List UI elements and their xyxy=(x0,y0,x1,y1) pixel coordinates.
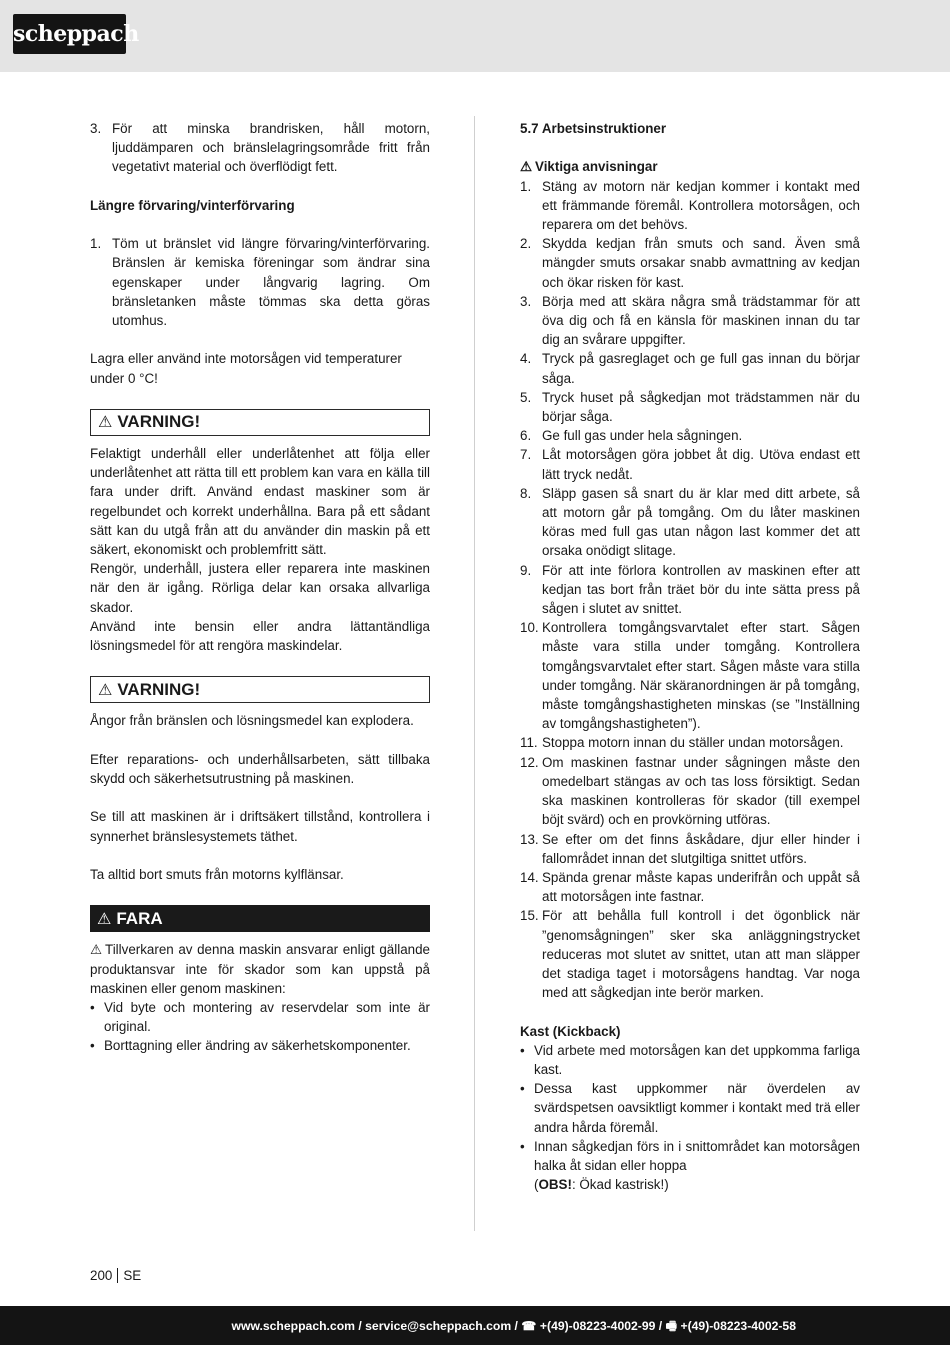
column-divider xyxy=(474,116,475,1231)
warning-triangle-icon: ⚠ xyxy=(97,910,112,928)
warning-label: VARNING! xyxy=(117,679,201,699)
warning-text: Felaktigt underhåll eller underlåtenhet att följa eller underlåtenhet att rätta till ett problem kan vara en källa till fara under drift. Använd endast maskiner som är regelbundet och korrekt underhållna. Bara på ett sådant sätt kan du utgå från att du använder din maskin på ett säkert, ekonomiskt och problemfritt sätt. xyxy=(90,445,430,557)
footer-band xyxy=(0,1306,950,1345)
list-item: • Dessa kast uppkommer när överdelen av svärdspetsen oavsiktligt kommer i kontakt med trä eller andra hårda föremål. xyxy=(520,1081,860,1135)
header-band xyxy=(0,0,950,72)
warning-triangle-icon: ⚠ xyxy=(98,414,113,432)
scheppach-logo: scheppach xyxy=(13,14,126,54)
repair-note: Efter reparations- och underhållsarbeten, sätt tillbaka skydd och säkerhetsutrustning på maskinen. xyxy=(90,751,430,786)
list-item: 3. För att minska brandrisken, håll motorn, ljuddämparen och bränslelagringsområde fritt från vegetativt material och överflödigt fett. xyxy=(90,121,430,175)
kickback-heading: Kast (Kickback) xyxy=(520,1023,621,1039)
section-heading: 5.7 Arbetsinstruktioner xyxy=(520,121,667,136)
page-footer xyxy=(90,1266,141,1285)
instruction-item: 15. För att behålla full kontroll i det ögonblick när ”genomsågningen” sker ska anläggningstrycket reduceras mot slutet av snittet, utan att man släpper det stadiga taget i motorsågens handtag. Var noga med att sågkedjan inte berör marken. xyxy=(520,908,860,1001)
instruction-item: 2. Skydda kedjan från smuts och sand. Även små mängder smuts orsakar snabb avmattning av kedjan och ökar risken för kast. xyxy=(520,236,860,290)
storage-list xyxy=(90,234,430,330)
page-number: 200 xyxy=(90,1268,113,1283)
warning-text: Använd inte bensin eller andra lättantändliga lösningsmedel för att rengöra maskindelar. xyxy=(90,618,430,654)
instruction-item: 11. Stoppa motorn innan du ställer undan motorsågen. xyxy=(520,735,844,751)
instruction-item: 7. Låt motorsågen göra jobbet åt dig. Utöva endast ett lätt tryck nedåt. xyxy=(520,447,860,482)
danger-text: ⚠ Tillverkaren av denna maskin ansvarar enligt gällande produktansvar inte för skador som kan uppstå på maskinen eller genom maskinen: xyxy=(90,942,430,996)
important-heading: ⚠ Viktiga anvisningar xyxy=(520,157,860,176)
instruction-item: 4. Tryck på gasreglaget och ge full gas innan du börjar såga. xyxy=(520,351,860,386)
warning-triangle-icon: ⚠ xyxy=(98,681,113,699)
obs-label: OBS! xyxy=(538,1177,572,1193)
instruction-item: 1. Stäng av motorn när kedjan kommer i kontakt med ett främmande föremål. Kontrollera motorsågen, och reparera om det behövs. xyxy=(520,178,860,232)
warning-text: Rengör, underhåll, justera eller reparera inte maskinen när den är igång. Rörliga delar kan orsaka allvarliga skador. xyxy=(90,561,430,615)
instruction-item: 12. Om maskinen fastnar under sågningen måste den omedelbart stängas av och tas loss försiktigt. Sedan ska maskinen kontrolleras för skador (till exempel böjt svärd) och en provkörning utföras. xyxy=(520,754,860,828)
instruction-item: 6. Ge full gas under hela sågningen. xyxy=(520,428,743,444)
warning-triangle-icon: ⚠ xyxy=(520,159,533,175)
list-item: 1. Töm ut bränslet vid längre förvaring/vinterförvaring. Bränslen är kemiska föreningar som ändrar sina egenskaper under långvarig lagring. Om bränsletanken måste tömmas ska detta göras utomhus. xyxy=(90,236,430,328)
warning-triangle-icon: ⚠ xyxy=(90,942,103,958)
danger-bullets xyxy=(90,998,430,1056)
list-item: • Borttagning eller ändring av säkerhetskomponenter. xyxy=(90,1038,411,1054)
temperature-note: Lagra eller använd inte motorsågen vid temperaturer under 0 °C! xyxy=(90,351,402,386)
storage-heading: Längre förvaring/vinterförvaring xyxy=(90,197,295,213)
kickback-bullets xyxy=(520,1041,860,1195)
warning-box xyxy=(90,676,430,703)
warning-text: Ångor från bränslen och lösningsmedel kan explodera. xyxy=(90,713,414,729)
cooling-note: Ta alltid bort smuts från motorns kylflänsar. xyxy=(90,866,344,882)
warning-label: VARNING! xyxy=(117,412,201,432)
contact-info: www.scheppach.com / service@scheppach.com / ☎ +(49)-08223-4002-99 / 🖷 +(49)-08223-4002-58 xyxy=(231,1319,796,1333)
list-item: • Innan sågkedjan förs in i snittområdet kan motorsågen halka åt sidan eller hoppa (OBS!: Ökad kastrisk!) xyxy=(520,1138,860,1193)
maintenance-list xyxy=(90,119,430,177)
language-code: SE xyxy=(123,1268,142,1283)
left-column xyxy=(90,119,430,1056)
instruction-item: 3. Börja med att skära några små trädstammar för att öva dig och få en känsla för maskinen innan du tar dig an svårare uppgifter. xyxy=(520,293,860,348)
instruction-item: 5. Tryck huset på sågkedjan mot trädstammen när du börjar såga. xyxy=(520,389,860,425)
list-item: • Vid byte och montering av reservdelar som inte är original. xyxy=(90,999,430,1035)
right-column xyxy=(520,119,860,1194)
safety-note: Se till att maskinen är i driftsäkert tillstånd, kontrollera i synnerhet bränslesystemets täthet. xyxy=(90,809,430,844)
instructions-list xyxy=(520,177,860,1003)
instruction-item: 10. Kontrollera tomgångsvarvtalet efter start. Sågen måste vara stilla under tomgång. Kontrollera tomgångsvarvtalet efter start. Sågen måste vara stilla under tomgång. När skäranordningen är på tomgång, måste tomgångshastigheten minskas (se ”Inställning av tomgångshastigheten”). xyxy=(520,620,860,732)
warning-box xyxy=(90,409,430,436)
danger-label: FARA xyxy=(116,908,163,928)
instruction-item: 8. Släpp gasen så snart du är klar med ditt arbete, så att motorn går på tomgång. Om du låter maskinen köras med full gas utan någon last kommer det att orsaka onödigt slitage. xyxy=(520,485,860,559)
danger-box xyxy=(90,905,430,932)
instruction-item: 9. För att inte förlora kontrollen av maskinen efter att kedjan tas bort från träet bör du inte sätta press på sågen i slutet av snittet. xyxy=(520,562,860,617)
instruction-item: 13. Se efter om det finns åskådare, djur eller hinder i fallområdet innan det slutgiltiga snittet utförs. xyxy=(520,831,860,866)
instruction-item: 14. Spända grenar måste kapas underifrån och uppåt så att motorsågen inte fastnar. xyxy=(520,869,860,905)
list-item: • Vid arbete med motorsågen kan det uppkomma farliga kast. xyxy=(520,1042,860,1077)
